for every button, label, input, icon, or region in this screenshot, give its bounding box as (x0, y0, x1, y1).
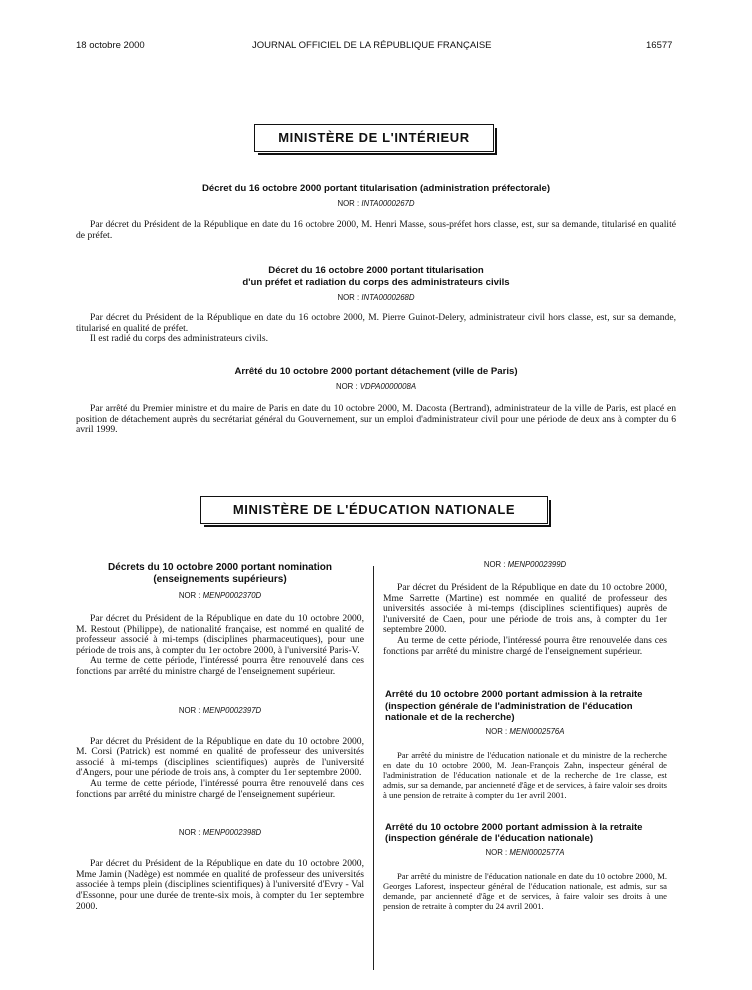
arrete-title: Arrêté du 10 octobre 2000 portant admission à la retraite (inspection générale de l'éducation nationale) (385, 821, 643, 845)
right-column (383, 560, 667, 911)
decree-title: Décret du 16 octobre 2000 portant titularisation d'un préfet et radiation du corps des administrateurs civils (242, 265, 510, 288)
decree-body: Par décret du Président de la République en date du 16 octobre 2000, M. Pierre Guinot-Delery, administrateur civil hors classe, est, sur sa demande, titularisé en qualité de préfet. Il est radié du corps des administrateurs civils. (76, 312, 676, 345)
decree-title: Décret du 16 octobre 2000 portant titularisation (administration préfectorale) (201, 183, 551, 194)
decree-body: Par décret du Président de la République en date du 10 octobre 2000, Mme Sarrette (Martine) est nommée en qualité de professeur des universités associée à mi-temps (disciplines scientifiques) auprès de l'université de Caen, pour une période de trois ans, à compter du 1er septembre 2000. Au terme de cette période, l'intéressé pourra être renouvelée dans ces fonctions par arrêté du ministre chargé de l'enseignement supérieur. (383, 582, 667, 657)
nor-line: NOR : INTA0000268D (337, 293, 415, 302)
arrete-body: Par arrêté du ministre de l'éducation nationale en date du 10 octobre 2000, M. Georges Laforest, inspecteur général de l'éducation nationale, est admis, sur sa demande, par ancienneté d'âge et de services, à faire valoir ses droits à une pension de retraite à compter du 24 avril 2001. (383, 870, 667, 911)
nor-line: NOR : INTA0000267D (337, 199, 415, 208)
section-education: MINISTÈRE DE L'ÉDUCATION NATIONALE (200, 496, 548, 524)
nor-line: NOR : MENP0002399D (483, 560, 567, 569)
decree-title: Décrets du 10 octobre 2000 portant nomination (enseignements supérieurs) (108, 562, 332, 585)
nor-line: NOR : MENP0002370D (178, 591, 262, 600)
nor-line: NOR : MENP0002398D (178, 828, 262, 838)
decree-body: Par décret du Président de la République en date du 16 octobre 2000, M. Henri Masse, sous-préfet hors classe, est, sur sa demande, titularisé en qualité de préfet. (76, 219, 676, 241)
nor-line: NOR : MENI0002577A (485, 847, 565, 857)
header-journal: JOURNAL OFFICIEL DE LA RÉPUBLIQUE FRANÇAISE (252, 40, 492, 51)
nor-line: NOR : MENP0002397D (178, 705, 262, 715)
decree-body: Par décret du Président de la République en date du 10 octobre 2000, M. Restout (Philippe), de nationalité française, est nommé en qualité de professeur associé à mi-temps (disciplines pharmaceutiques), pour une période de trois ans, à compter du 1er octobre 2000, à l'université Paris-V. Au terme de cette période, l'intéressé pourra être renouvelé dans ces fonctions par arrêté du ministre chargé de l'enseignement supérieur. (76, 613, 364, 677)
header-date: 18 octobre 2000 (76, 40, 145, 51)
nor-line: NOR : VDPA0000008A (335, 382, 417, 391)
decree-body: Par décret du Président de la République en date du 10 octobre 2000, Mme Jamin (Nadège) est nommée en qualité de professeur des universités associée à temps plein (disciplines scientifiques) à l'université d'Evry - Val d'Essonne, pour une durée de trente-six mois, à compter du 1er septembre 2000. (76, 858, 364, 912)
header-page: 16577 (646, 40, 673, 51)
left-column (76, 562, 364, 912)
arrete-body: Par arrêté du Premier ministre et du maire de Paris en date du 10 octobre 2000, M. Dacosta (Bertrand), administrateur de la ville de Paris, est placé en position de détachement auprès du secrétariat général du Gouvernement, sur un emploi d'administrateur civil pour une période de deux ans à compter du 6 avril 1999. (76, 403, 676, 436)
arrete-body: Par arrêté du ministre de l'éducation nationale et du ministre de la recherche en date du 10 octobre 2000, M. Jean-François Zahn, inspecteur général de l'administration de l'éducation nationale et de la recherche de 1re classe, est admis, sur sa demande, par ancienneté d'âge et de services, à faire valoir ses droits à une pension de retraite à compter du 1er avril 2001. (383, 749, 667, 800)
arrete-title: Arrêté du 10 octobre 2000 portant admission à la retraite (inspection générale de l'administration de l'éducation nationale et de la recherche) (385, 689, 643, 724)
column-divider (373, 566, 374, 970)
decree-body: Par décret du Président de la République en date du 10 octobre 2000, M. Corsi (Patrick) est nommé en qualité de professeur des universités associé à mi-temps (disciplines scientifiques) auprès de l'université d'Angers, pour une période de trois ans, à compter du 1er septembre 2000. Au terme de cette période, l'intéressé pourra être renouvelé dans ces fonctions par arrêté du ministre chargé de l'enseignement supérieur. (76, 735, 364, 800)
arrete-title: Arrêté du 10 octobre 2000 portant détachement (ville de Paris) (234, 366, 518, 377)
nor-line: NOR : MENI0002576A (485, 726, 565, 736)
section-interieur: MINISTÈRE DE L'INTÉRIEUR (254, 124, 494, 152)
